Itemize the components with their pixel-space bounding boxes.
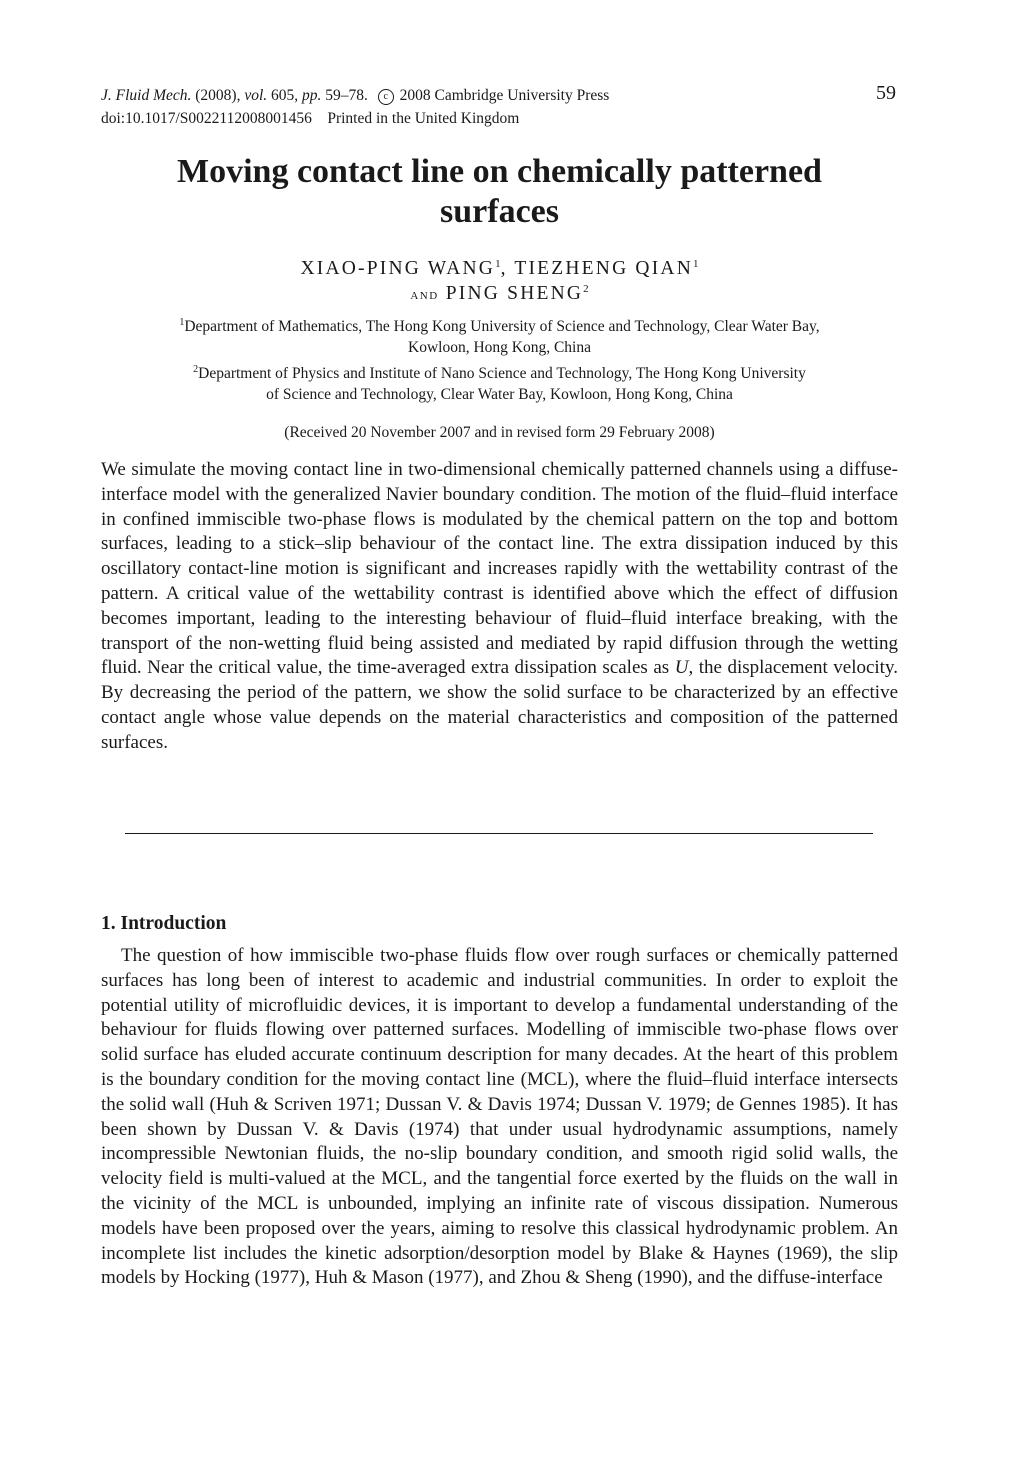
abstract — [101, 458, 898, 756]
author-affil-marker: 1 — [495, 258, 501, 270]
author-list — [101, 256, 898, 307]
volume-number: 605, — [271, 87, 299, 104]
affiliation-line: of Science and Technology, Clear Water Bay, Kowloon, Hong Kong, China — [266, 386, 733, 403]
affiliation-line: Department of Physics and Institute of Nano Science and Technology, The Hong Kong University — [198, 365, 806, 382]
received-dates: (Received 20 November 2007 and in revised form 29 February 2008) — [284, 424, 715, 441]
abstract-math-symbol: U — [674, 657, 689, 679]
journal-year: (2008), — [195, 87, 241, 104]
author-name: XIAO-PING WANG — [300, 258, 496, 279]
page-number: 59 — [876, 82, 896, 104]
citation-line — [101, 84, 609, 107]
author-separator: , — [500, 258, 515, 279]
section-heading: 1. Introduction — [101, 913, 227, 934]
title-line-1: Moving contact line on chemically patterned — [177, 153, 822, 190]
author-affil-marker: 2 — [583, 283, 589, 295]
paper-title — [101, 152, 898, 232]
page-range: 59–78. — [325, 87, 368, 104]
printed-note: Printed in the United Kingdom — [327, 110, 520, 127]
volume-label: vol. — [244, 87, 268, 104]
intro-paragraph: The question of how immiscible two-phase fluids flow over rough surfaces or chemically patterned surfaces has long been of interest to academic and industrial communities. In order to exploit the potential utility of microfluidic devices, it is important to develop a fundamental understanding of the behaviour for fluids flowing over patterned surfaces. Modelling of immiscible two-phase flows over solid surface has eluded accurate continuum description for many decades. At the heart of this problem is the boundary condition for the moving contact line (MCL), where the fluid–fluid interface intersects the solid wall (Huh & Scriven 1971; Dussan V. & Davis 1974; Dussan V. 1979; de Gennes 1985). It has been shown by Dussan V. & Davis (1974) that under usual hydrodynamic assumptions, namely incompressible Newtonian fluids, the no-slip boundary condition, and smooth rigid solid walls, the velocity field is multi-valued at the MCL, and the tangential force exerted by the fluids on the wall in the vicinity of the MCL is unbounded, implying an infinite rate of viscous dissipation. Numerous models have been proposed over the years, aiming to resolve this classical hydrodynamic problem. An incomplete list includes the kinetic adsorption/desorption model by Blake & Haynes (1969), the slip models by Hocking (1977), Huh & Mason (1977), and Zhou & Sheng (1990), and the diffuse-interface — [101, 945, 898, 1289]
affiliation-1 — [101, 316, 898, 358]
author-name: PING SHENG — [445, 283, 584, 304]
affiliation-line: Department of Mathematics, The Hong Kong University of Science and Technology, Clear Water Bay, — [184, 318, 820, 335]
authors-line-2 — [101, 281, 898, 307]
title-line-2: surfaces — [440, 193, 559, 230]
author-conjunction: and — [410, 286, 439, 303]
affiliation-marker: 2 — [193, 364, 199, 375]
abstract-text: We simulate the moving contact line in two-dimensional chemically patterned channels using a diffuse-interface model with the generalized Navier boundary condition. The motion of the fluid–fluid interface in confined immiscible two-phase flows is modulated by the chemical pattern on the top and bottom surfaces, leading to a stick–slip behaviour of the contact line. The extra dissipation induced by this oscillatory contact-line motion is significant and increases rapidly with the wettability contrast of the pattern. A critical value of the wettability contrast is identified above which the effect of diffusion becomes important, leading to the interesting behaviour of fluid–fluid interface breaking, with the transport of the non-wetting fluid being assisted and mediated by rapid diffusion through the wetting fluid. Near the critical value, the time-averaged extra dissipation scales as — [101, 459, 898, 679]
doi-line — [101, 107, 609, 130]
abstract-text: , the displacement velocity. By decreasing the period of the pattern, we show the solid surface to be characterized by an effective contact angle whose value depends on the material characteristics and composition of the patterned surfaces. — [101, 657, 898, 753]
authors-line-1 — [101, 256, 898, 281]
journal-name: J. Fluid Mech. — [101, 87, 192, 104]
affiliation-marker: 1 — [179, 317, 185, 328]
pages-label: pp. — [302, 87, 322, 104]
author-affil-marker: 1 — [692, 258, 699, 270]
running-header — [101, 84, 609, 130]
copyright-text: 2008 Cambridge University Press — [399, 87, 610, 104]
affiliation-line: Kowloon, Hong Kong, China — [408, 339, 591, 356]
abstract-divider — [125, 833, 873, 834]
copyright-icon: c — [378, 89, 394, 105]
doi: doi:10.1017/S0022112008001456 — [101, 110, 312, 127]
affiliation-2 — [101, 363, 898, 405]
author-name: TIEZHENG QIAN — [514, 258, 693, 279]
